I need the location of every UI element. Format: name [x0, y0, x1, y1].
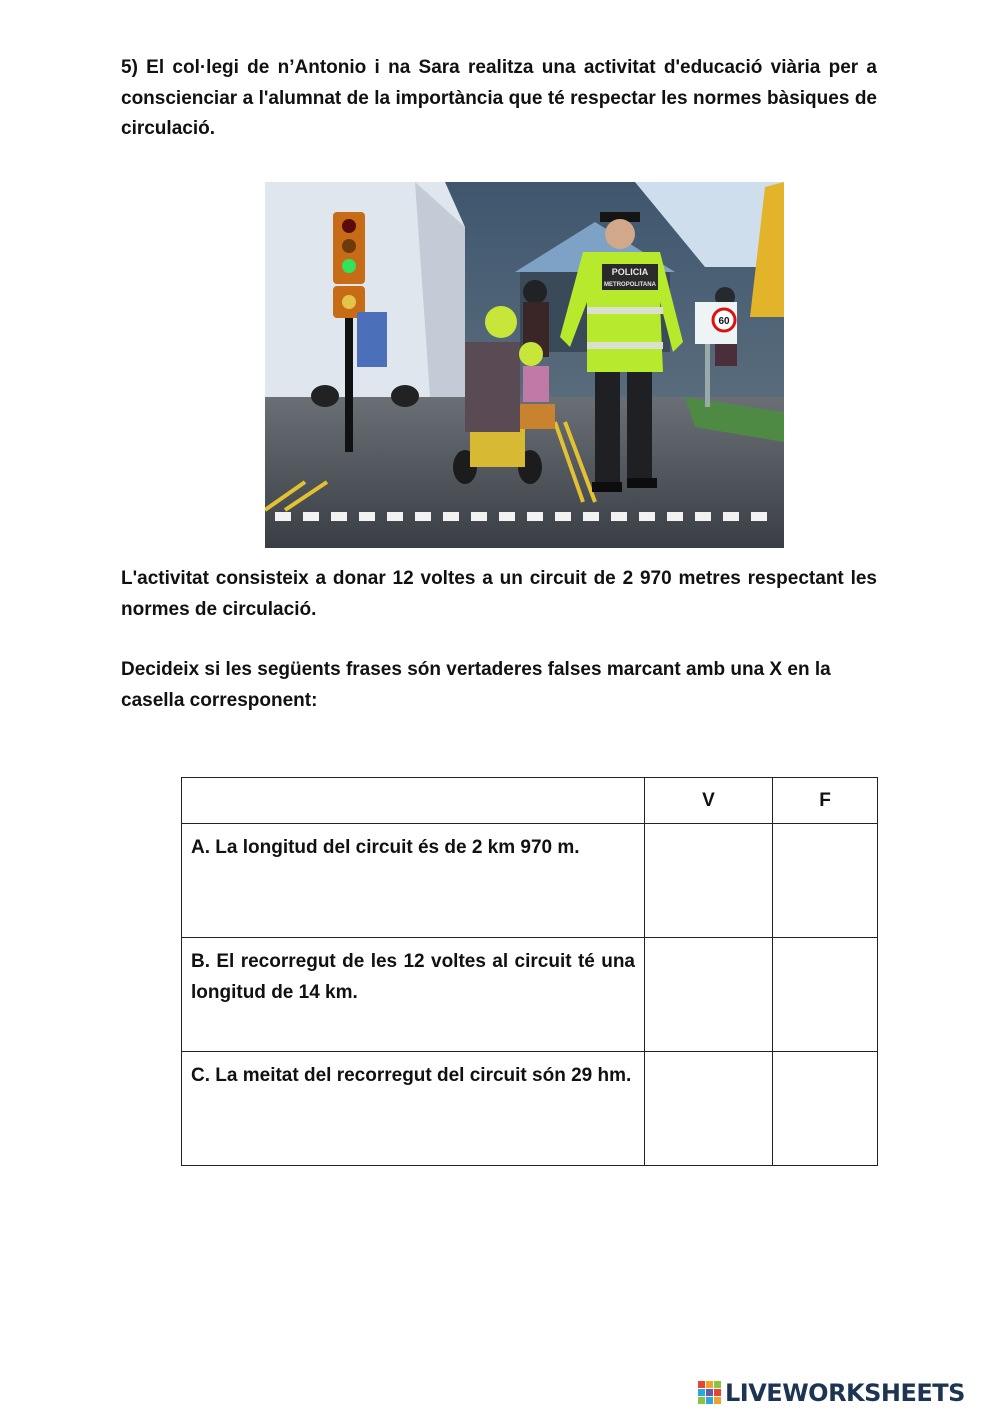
header-true: V	[645, 778, 773, 824]
table-row	[182, 824, 878, 938]
statement-a: A. La longitud del circuit és de 2 km 970 m.	[182, 824, 645, 938]
intro-paragraph: 5) El col·legi de n’Antonio i na Sara realitza una activitat d'educació viària per a conscienciar a l'alumnat de la importància que té respectar les normes bàsiques de circulació.	[121, 57, 877, 139]
liveworksheets-logo[interactable]	[698, 1378, 965, 1408]
answer-c-true[interactable]	[645, 1052, 773, 1166]
true-false-table	[181, 777, 878, 1166]
activity-paragraph: L'activitat consisteix a donar 12 voltes a un circuit de 2 970 metres respectant les normes de circulació.	[121, 568, 877, 620]
instruction-paragraph: Decideix si les següents frases són vertaderes falses marcant amb una X en la casella corresponent:	[121, 659, 831, 711]
statement-c: C. La meitat del recorregut del circuit són 29 hm.	[182, 1052, 645, 1166]
traffic-education-photo	[265, 182, 784, 548]
table-row	[182, 1052, 878, 1166]
table-row	[182, 938, 878, 1052]
answer-b-true[interactable]	[645, 938, 773, 1052]
liveworksheets-brand-text: LIVEWORKSHEETS	[725, 1379, 965, 1407]
header-false: F	[773, 778, 878, 824]
answer-a-false[interactable]	[773, 824, 878, 938]
statement-b: B. El recorregut de les 12 voltes al circuit té una longitud de 14 km.	[182, 938, 645, 1052]
vest-label-2: METROPOLITANA	[604, 282, 656, 288]
vest-label-1: POLICIA	[611, 267, 649, 277]
header-statement	[182, 778, 645, 824]
answer-a-true[interactable]	[645, 824, 773, 938]
liveworksheets-logo-icon	[698, 1381, 722, 1405]
answer-c-false[interactable]	[773, 1052, 878, 1166]
answer-b-false[interactable]	[773, 938, 878, 1052]
speed-sign-label: 60	[718, 316, 730, 327]
table-header-row	[182, 778, 878, 824]
